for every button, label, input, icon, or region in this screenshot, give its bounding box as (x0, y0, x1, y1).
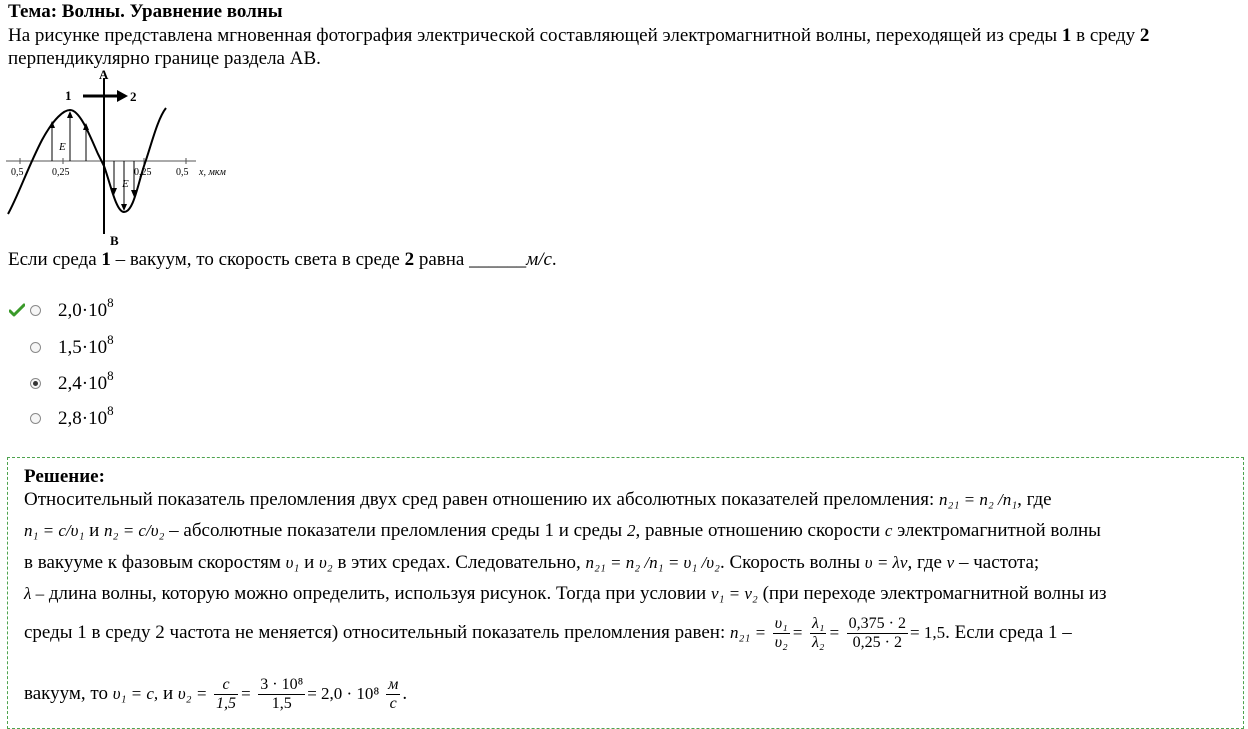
fraction (847, 615, 908, 652)
label-medium-2: 2 (130, 89, 137, 104)
sol-text: , равные отношению скорости (635, 520, 881, 541)
answer-mantissa: 2,0·10 (58, 300, 108, 321)
sol-formula: 2 (626, 521, 636, 540)
prompt-part: Если среда (8, 249, 102, 270)
answer-exponent: 8 (107, 332, 114, 347)
sol-text: . Если среда 1 – (945, 621, 1072, 643)
fraction (258, 676, 305, 713)
sol-formula: ν₁ = ν₂ (710, 584, 758, 603)
wave-figure (6, 68, 242, 248)
direction-arrowhead (117, 90, 128, 102)
radio-button[interactable] (30, 305, 41, 316)
tick-label: 0,5 (176, 167, 189, 178)
answer-label (58, 403, 114, 430)
fraction-num: 0,375 · 2 (848, 615, 906, 632)
sol-formula: c (884, 521, 893, 540)
solution-line (24, 583, 1107, 605)
topic-heading: Тема: Волны. Уравнение волны (8, 1, 283, 22)
question-part: На рисунке представлена мгновенная фотография электрической составляющей электромагнитной волны, переходящей из среды (8, 25, 1062, 46)
radio-button-selected[interactable] (30, 378, 41, 389)
correct-check-icon (9, 303, 25, 317)
solution-title: Решение: (24, 466, 105, 487)
sol-formula: = 1,5 (910, 622, 946, 642)
sol-text: и (304, 552, 315, 573)
sol-formula: = 2,0 · 10⁸ (307, 683, 380, 703)
fraction (810, 615, 827, 652)
sol-text: электромагнитной волны (897, 520, 1101, 541)
fraction-den: λ₂ (811, 634, 825, 651)
sol-text: (при переходе электромагнитной волны из (762, 583, 1107, 604)
sol-formula: υ₁ (285, 553, 300, 572)
tick-label: 0,5 (11, 167, 24, 178)
answer-exponent: 8 (107, 368, 114, 383)
sol-formula: υ = λν (864, 553, 908, 572)
sol-text: в этих средах. Следовательно, (337, 552, 581, 573)
axis-label: x, мкм (199, 167, 226, 178)
label-a: A (99, 68, 109, 82)
sol-text: длина волны, которую можно определить, используя рисунок. Тогда при условии (48, 583, 707, 604)
sol-formula: n₂₁ = n₂ /n₁ = υ₁ /υ₂ (585, 553, 720, 572)
label-b: B (110, 233, 119, 248)
prompt-unit: м/с (526, 249, 552, 270)
fraction-den: 1,5 (216, 695, 237, 712)
fraction-den: с (389, 695, 397, 712)
sol-formula: υ₁ = c, (112, 683, 159, 703)
radio-button[interactable] (30, 342, 41, 353)
sol-formula: = (828, 622, 840, 642)
sol-formula: n₂₁ = n₂ /n₁ (939, 490, 1018, 509)
question-prompt (8, 249, 557, 271)
e-vector-head (67, 111, 73, 118)
solution-line (24, 676, 407, 713)
sol-formula: υ₂ (318, 553, 333, 572)
sol-text: в вакууме к фазовым скоростям (24, 552, 281, 573)
sol-text: – абсолютные показатели преломления среды 1 и среды (169, 520, 623, 541)
fraction-den: 1,5 (271, 695, 292, 712)
prompt-bold: 1 (101, 249, 111, 270)
sol-text: – частота; (958, 552, 1040, 573)
fraction-num: c (214, 676, 238, 695)
sol-formula: λ – (24, 584, 45, 603)
sol-formula: ν (946, 553, 955, 572)
sol-text: , где (907, 552, 942, 573)
sol-formula: n₂₁ = (730, 622, 767, 642)
sol-text: , где (1017, 489, 1052, 510)
fraction (773, 615, 790, 652)
sol-formula: = (240, 683, 252, 703)
prompt-part: – вакуум, то скорость света в среде (110, 249, 405, 270)
prompt-bold: 2 (404, 249, 415, 270)
sol-formula: = (791, 622, 804, 642)
sol-text: Относительный показатель преломления двух сред равен отношению их абсолютных показателей преломления: (24, 489, 935, 510)
tick-label: 0,25 (52, 167, 70, 178)
answer-label (58, 295, 114, 322)
fraction-num: м (388, 676, 399, 693)
answer-exponent: 8 (107, 403, 114, 418)
sol-formula: n₁ = c/υ₁ (24, 521, 85, 540)
answer-mantissa: 2,4·10 (58, 373, 108, 394)
answer-exponent: 8 (107, 295, 114, 310)
sol-text: среды 1 в среду 2 частота не меняется) относительный показатель преломления равен: (24, 621, 726, 643)
question-part: в среду (1071, 25, 1140, 46)
solution-line (24, 520, 1101, 542)
fraction-den: υ₂ (774, 634, 788, 651)
sol-text: и (162, 682, 174, 704)
e-label: E (59, 141, 66, 153)
answer-mantissa: 1,5·10 (58, 337, 108, 358)
wave-medium-1 (8, 110, 104, 214)
e-label: E (122, 178, 129, 190)
solution-line (24, 489, 1052, 511)
answer-label (58, 368, 114, 395)
e-vector-head (121, 204, 127, 211)
prompt-part: . (551, 249, 557, 270)
sol-text: и (89, 520, 100, 541)
prompt-part: равна ______ (414, 249, 527, 270)
sol-text: . Скорость волны (719, 552, 861, 573)
sol-formula: n₂ = c/υ₂ (104, 521, 165, 540)
answer-label (58, 332, 114, 359)
question-text (8, 24, 1244, 70)
medium-1-label: 1 (1061, 25, 1072, 46)
answer-mantissa: 2,8·10 (58, 408, 108, 429)
fraction-num: 3 · 10⁸ (260, 676, 304, 693)
wave-medium-2 (104, 108, 166, 212)
fraction (214, 676, 238, 713)
fraction-num: λ₁ (811, 615, 825, 632)
sol-formula: υ₂ = (177, 683, 208, 703)
fraction-den: 0,25 · 2 (852, 634, 902, 651)
question-part: перпендикулярно границе раздела АВ. (8, 48, 321, 69)
label-medium-1: 1 (65, 88, 72, 103)
sol-text: вакуум, то (24, 682, 108, 704)
radio-button[interactable] (30, 413, 41, 424)
medium-2-label: 2 (1139, 25, 1150, 46)
tick-label: 0,25 (134, 167, 152, 178)
solution-line (24, 552, 1039, 574)
solution-line (24, 615, 1072, 652)
sol-text: . (402, 682, 408, 704)
fraction (386, 676, 400, 713)
fraction-num: υ₁ (774, 615, 788, 632)
